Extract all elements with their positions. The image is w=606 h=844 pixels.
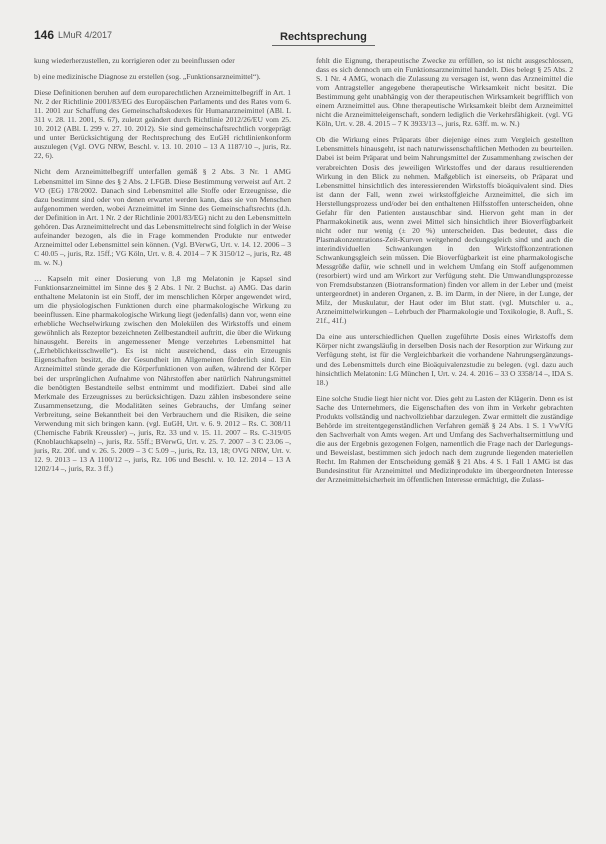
- paragraph: … Kapseln mit einer Dosierung von 1,8 mg Melatonin je Kapsel sind Funktionsarzneimittel im Sinne des § 2 Abs. 1 Nr. 2 Buchst. a) AMG. Das darin enthaltene Melatonin ist ein Stoff, der im menschlichen Körper angewendet wird, um die physiologischen Funktionen durch eine pharmakologische Wirkung zu beeinflussen. Eine pharmakologische Wirkung liegt (jedenfalls) dann vor, wenn eine erhebliche Wechselwirkung zwischen den Molekülen des Wirkstoffs und einem gewöhnlich als Rezeptor bezeichneten Zellbestandteil auftritt, die über die Wirkung hinausgeht. Bereits in angemessener Menge verzehrtes Lebensmittel hat („Erheblichkeitsschwelle“). Es ist nicht ausreichend, dass ein Erzeugnis Eigenschaften besitzt, die der Gesundheit im Allgemeinen förderlich sind. Ein Arzneimittel stünde gerade die Körperfunktionen von außen, während der Körper bei der ursprünglichen Aufnahme von Nährstoffen aber natürlich Nahrungsmittel die benötigten Bestandteile selbst entnimmt und modifiziert. Dabei sind alle Merkmale des Erzeugnisses zu berücksichtigen. Dazu zählen insbesondere seine Zusammensetzung, die Modalitäten seines Gebrauchs, der Umfang seiner Verbreitung, seine Bekanntheit bei den Verbrauchern und die Risiken, die seine Verwendung mit sich bringen kann. (vgl. EuGH, Urt. v. 6. 9. 2012 – Rs. C. 308/11 (Chemische Fabrik Kreussler) –, juris, Rz. 33 und v. 15. 11. 2007 – Rs. C-319/05 (Knoblauchkapseln) –, juris, Rz. 55ff.; BVerwG, Urt. v. 25. 7. 2007 – 3 C 23.06 –, juris, Rz. 20f. und v. 26. 5. 2009 – 3 C 5.09 –, juris, Rz. 13, 18; OVG NRW, Urt. v. 12. 9. 2013 – 13 A 1100/12 –, juris, Rz. 106 und Beschl. v. 10. 12. 2014 – 13 A 1202/14 –, juris, Rz. 3 ff.): [34, 273, 291, 473]
- paragraph: fehlt die Eignung, therapeutische Zwecke zu erfüllen, so ist nicht ausgeschlossen, dass es sich dennoch um ein Funktionsarzneimittel handelt. Dies belegt § 25 Abs. 2 S. 1 Nr. 4 AMG, wonach die Zulassung zu versagen ist, wenn das Arzneimittel die vom Antragsteller angegebene therapeutische Wirksamkeit nicht besitzt. Die Bestimmung geht unabhängig von der therapeutischen Wirksamkeit begrifflich von einem Arzneimittel aus. Ohne therapeutische Wirksamkeit bleibt dem Arzneimittel nicht die Arzneimitteleigenschaft, sondern lediglich die Verkehrsfähigkeit. (vgl. VG Köln, Urt. v. 28. 4. 2015 – 7 K 3933/13 –, juris, Rz. 63ff. m. w. N.): [316, 56, 573, 129]
- page-number: 146: [34, 28, 55, 42]
- left-column: [34, 56, 291, 480]
- journal-issue: LMuR 4/2017: [58, 30, 113, 40]
- paragraph: Ob die Wirkung eines Präparats über diejenige eines zum Vergleich gestellten Lebensmittels hinausgeht, ist nach naturwissenschaftlichen Methoden zu beurteilen. Dabei ist beim Präparat und beim Nahrungsmittel der Zusammenhang zwischen der verabreichten Dosis des jeweiligen Wirkstoffes und der daraus resultierenden Wirkung in den Blick zu nehmen. Maßgeblich ist einerseits, ob Präparat und Lebensmittel hinsichtlich des interessierenden Wirkstoffs bioäquivalent sind. Dies ist dann der Fall, wenn zwei wirkstoffgleiche Arzneimittel, die sich im Herstellungsprozess und/oder bei den enthaltenen Hilfsstoffen unterscheiden, ohne Gefahr für den Patienten austauschbar sind. Hiervon geht man in der Pharmakokinetik aus, wenn zwei Mittel sich hinsichtlich ihrer Bioverfügbarkeit nicht oder nur wenig (± 20 %) unterscheiden. Das bedeutet, dass die Plasmakonzentrations-Zeit-Kurven weitgehend deckungsgleich sind und auch die interindividuellen Schwankungen in den Wirkstoffkonzentrationen Schwankungsgleich sein müssen. Die Bioverfügbarkeit ist eine pharmakologische Messgröße dafür, wie schnell und in welchem Umfang ein Stoff aufgenommen (resorbiert) wird und am Wirkort zur Verfügung steht. Die Umwandlungsprozesse von Fremdsubstanzen (Biotransformation) finden vor allem in der Leber und (meist untergeordnet) in anderen Organen, z. B. im Darm, in der Niere, in der Lunge, der Milz, der Muskulatur, der Haut oder im Blut statt. (vgl. Mutschler u. a., Arzneimittelwirkungen – Lehrbuch der Pharmakologie und Toxikologie, 8. Aufl., S. 21f., 41f.): [316, 135, 573, 326]
- paragraph: kung wiederherzustellen, zu korrigieren oder zu beeinflussen oder: [34, 56, 235, 65]
- right-column: [316, 56, 573, 491]
- paragraph: Da eine aus unterschiedlichen Quellen zugeführte Dosis eines Wirkstoffs dem Körper nicht zwangsläufig in derselben Dosis nach der Resorption zur Wirkung zur Verfügung steht, ist für die Vergleichbarkeit die vorhandene Nahrungsergänzungs- und des Lebensmittels durch eine Bioäquivalenzstudie zu belegen. (vgl. dazu auch hinsichtlich Melatonin: LG München I, Urt. v. 24. 4. 2016 – 33 O 3358/14 –, IDA S. 18.): [316, 332, 573, 387]
- paragraph: Diese Definitionen beruhen auf dem europarechtlichen Arzneimittelbegriff in Art. 1 Nr. 2 der Richtlinie 2001/83/EG des Europäischen Parlaments und des Rates vom 6. 11. 2001 zur Schaffung des Gemeinschaftskodexes für Humanarzneimittel (ABl. L 311 v. 28. 11. 2001, S. 67), zuletzt geändert durch Richtlinie 2012/26/EU vom 25. 10. 2012 (ABl. L 299 v. 27. 10. 2012). Sie sind gemeinschaftsrechtlich vorgeprägt und unter Berücksichtigung der Rechtsprechung des EuGH richtlinienkonform auszulegen (Vgl. OVG NRW, Beschl. v. 13. 10. 2010 – 13 A 1187/10 –, juris, Rz. 22, 6).: [34, 88, 291, 161]
- paragraph: Eine solche Studie liegt hier nicht vor. Dies geht zu Lasten der Klägerin. Denn es ist Sache des Unternehmers, die Eigenschaften des von ihm in Verkehr gebrachten Produkts vollständig und nachvollziehbar darzulegen. Zwar ermittelt die zuständige Behörde im streitentgegenständlichen Verfahren gemäß § 24 Abs. 1 S. 1 VwVfG den Sachverhalt von Amts wegen. Art und Umfang des Sachverhaltsermittlung und die aus der Ergebnis gezogenen Folgen, namentlich die Frage nach der Darlegungs- und Beweislast, bestimmen sich jedoch nach dem zugrunde liegenden materiellen Recht. Im Rahmen der Entscheidung gemäß § 21 Abs. 4 S. 1 Fall 1 AMG ist das Bundesinstitut für Arzneimittel und Medizinprodukte im übergeordneten Interesse der Arzneimittelsicherheit im öffentlichen Interesse ermächtigt, die Zulass-: [316, 393, 573, 485]
- paragraph: b) eine medizinische Diagnose zu erstellen (sog. „Funktionsarzneimittel“).: [34, 72, 261, 82]
- page-header: [34, 26, 580, 46]
- paragraph: Nicht dem Arzneimittelbegriff unterfallen gemäß § 2 Abs. 3 Nr. 1 AMG Lebensmittel im Sinne des § 2 Abs. 2 LFGB. Diese Bestimmung verweist auf Art. 2 VO (EG) 178/2002. Danach sind Lebensmittel alle Stoffe oder Erzeugnisse, die dazu bestimmt sind oder von denen erwartet werden kann, dass sie von Menschen aufgenommen werden, wobei Arzneimittel im Sinne des Gemeinschaftsrechts (d.h. der Definition in Art. 1 Nr. 2 der Richtlinie 2001/83/EG) nicht zu den Lebensmitteln gehören. Das Arzneimittelrecht und das Lebensmittelrecht sind folglich in der Weise aufeinander bezogen, als die in Frage kommenden Produkte nur entweder Arzneimittel oder Lebensmittel sein können. (Vgl. BVerwG, Urt. v. 14. 12. 2006 – 3 C 40.05 –, juris, Rz. 15ff.; VG Köln, Urt. v. 8. 4. 2014 – 7 K 3150/12 –, juris, Rz. 48 m. w. N.): [34, 167, 291, 267]
- section-title: Rechtsprechung: [272, 30, 375, 46]
